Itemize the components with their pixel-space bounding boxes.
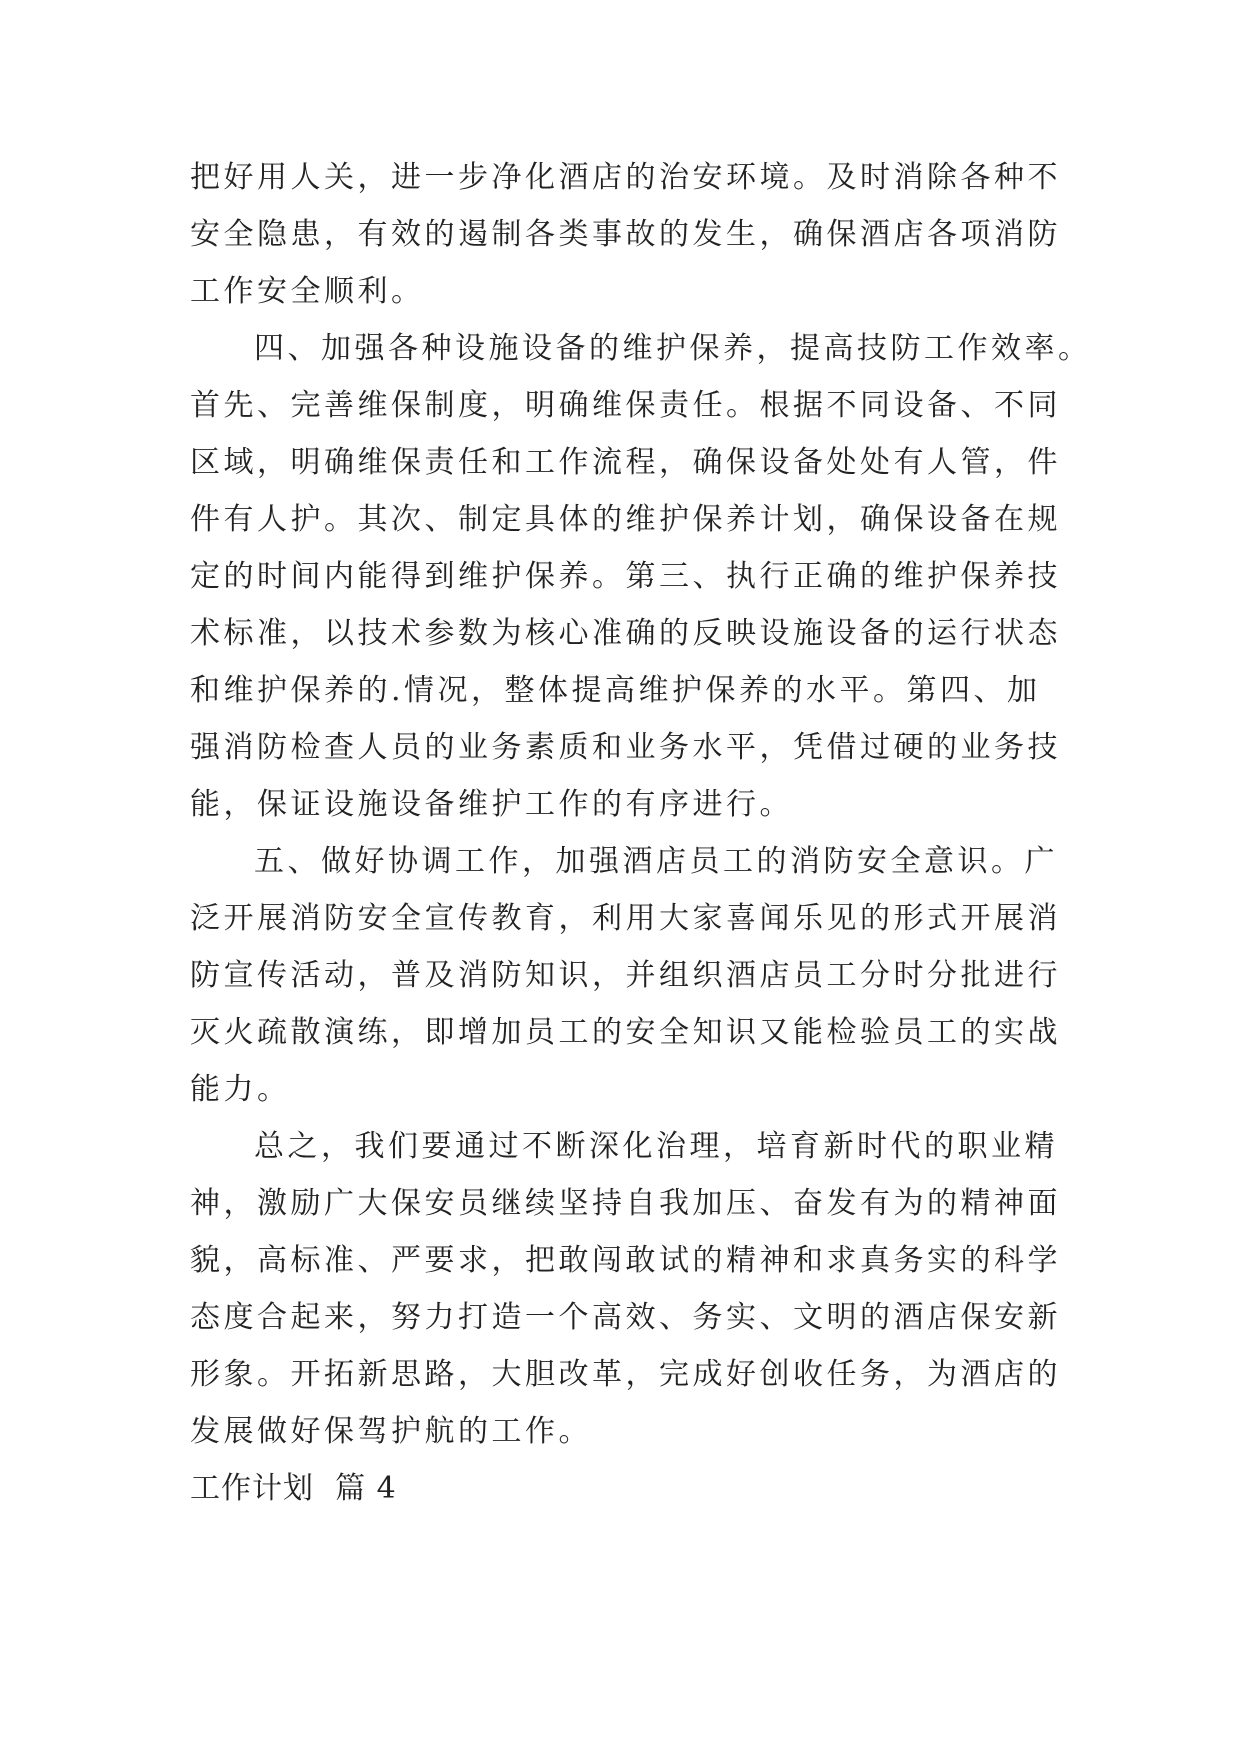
text-line: 定的时间内能得到维护保养。第三、执行正确的维护保养技 (190, 559, 1061, 594)
text-line: 态度合起来，努力打造一个高效、务实、文明的酒店保安新 (190, 1300, 1061, 1335)
text-line: 安全隐患，有效的遏制各类事故的发生，确保酒店各项消防 (190, 217, 1061, 252)
paragraph-1 (190, 149, 1061, 320)
paragraph-4 (190, 1118, 1061, 1460)
text-line: 四、加强各种设施设备的维护保养，提高技防工作效率。 (254, 331, 1092, 366)
text-line: 和维护保养的.情况，整体提高维护保养的水平。第四、加 (190, 673, 1041, 708)
text-line: 首先、完善维保制度，明确维保责任。根据不同设备、不同 (190, 388, 1061, 423)
paragraph-2 (190, 320, 1092, 833)
text-line: 区域，明确维保责任和工作流程，确保设备处处有人管，件 (190, 445, 1061, 480)
text-line: 发展做好保驾护航的工作。 (190, 1414, 592, 1449)
section-heading: 工作计划 篇 4 (190, 1471, 397, 1506)
text-line: 总之，我们要通过不断深化治理，培育新时代的职业精 (254, 1129, 1058, 1164)
text-line: 防宣传活动，普及消防知识，并组织酒店员工分时分批进行 (190, 958, 1061, 993)
text-line: 能力。 (190, 1072, 291, 1107)
text-line: 工作安全顺利。 (190, 274, 425, 309)
text-line: 形象。开拓新思路，大胆改革，完成好创收任务，为酒店的 (190, 1357, 1061, 1392)
text-line: 强消防检查人员的业务素质和业务水平，凭借过硬的业务技 (190, 730, 1061, 765)
text-line: 能，保证设施设备维护工作的有序进行。 (190, 787, 793, 822)
text-line: 五、做好协调工作，加强酒店员工的消防安全意识。广 (254, 844, 1058, 879)
text-line: 貌，高标准、严要求，把敢闯敢试的精神和求真务实的科学 (190, 1243, 1061, 1278)
text-line: 泛开展消防安全宣传教育，利用大家喜闻乐见的形式开展消 (190, 901, 1061, 936)
text-line: 神，激励广大保安员继续坚持自我加压、奋发有为的精神面 (190, 1186, 1061, 1221)
text-line: 把好用人关，进一步净化酒店的治安环境。及时消除各种不 (190, 160, 1061, 195)
text-line: 灭火疏散演练，即增加员工的安全知识又能检验员工的实战 (190, 1015, 1061, 1050)
paragraph-3 (190, 833, 1061, 1118)
text-line: 件有人护。其次、制定具体的维护保养计划，确保设备在规 (190, 502, 1061, 537)
document-body (190, 149, 1092, 1517)
text-line: 术标准，以技术参数为核心准确的反映设施设备的运行状态 (190, 616, 1061, 651)
